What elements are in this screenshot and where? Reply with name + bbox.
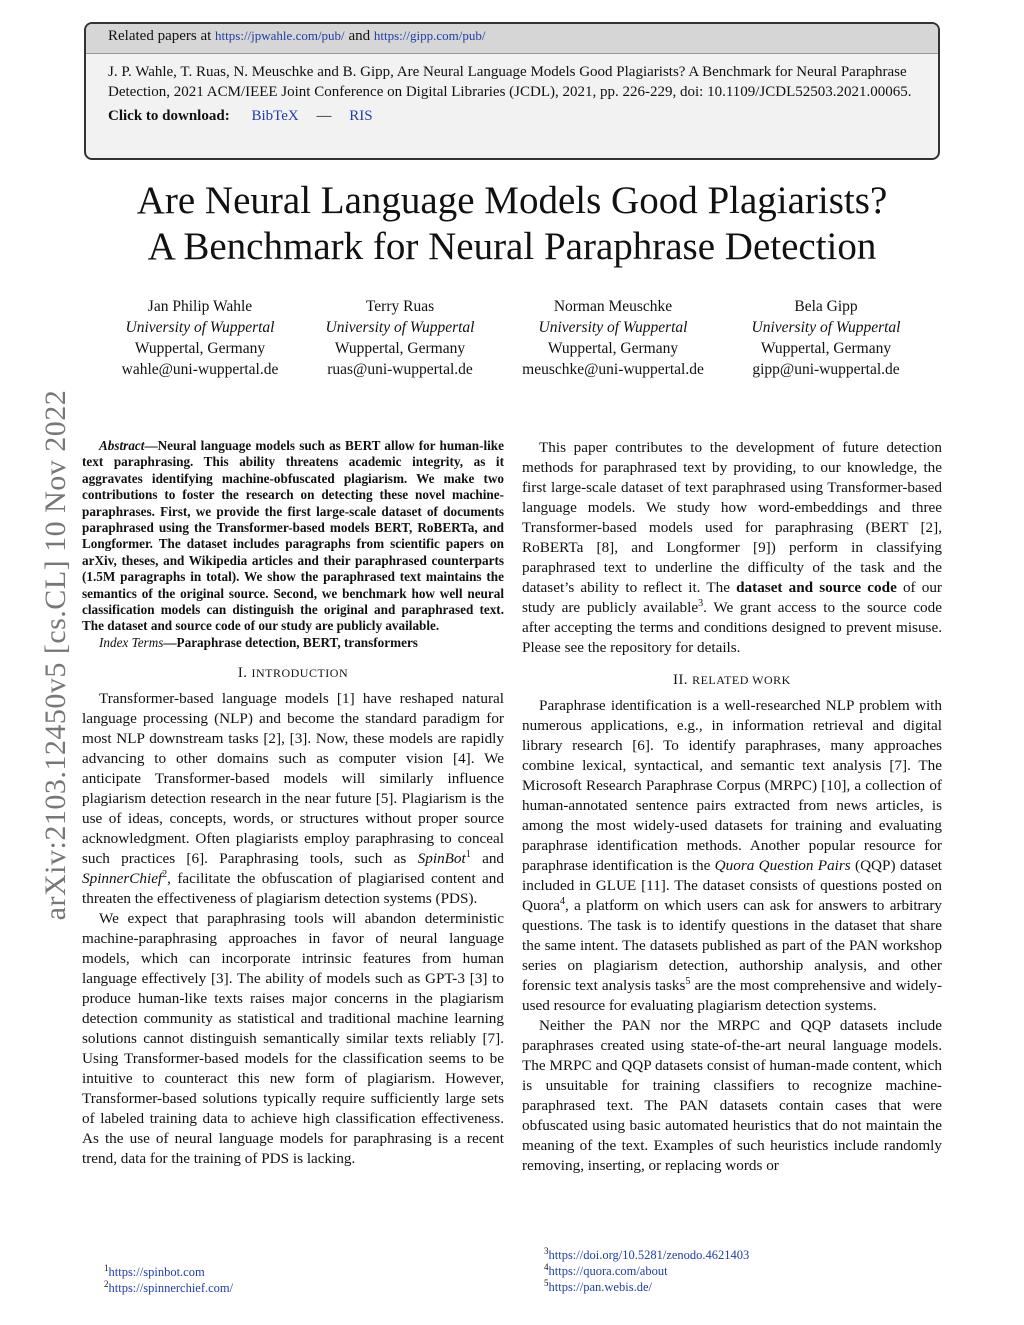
author-name: Terry Ruas xyxy=(365,298,435,315)
qqp-name: Quora Question Pairs xyxy=(714,857,851,874)
rw-text: Paraphrase identification is a well-researched NLP problem with numerous applications, e.g., in information retrieval and digital library research [6]. To identify paraphrases, many approaches combine lexical, syntactical, and semantic text analysis [7]. The Microsoft Research Paraphrase Corpus (MRPC) [10], a collection of human-annotated sentence pairs extracted from news articles, is among the most widely-used datasets for training and evaluating paraphrase identification methods. Another popular resource for paraphrase identification is the xyxy=(522,697,942,874)
section-heading-introduction xyxy=(82,663,504,683)
index-terms xyxy=(82,635,504,651)
author-card xyxy=(285,296,515,380)
footnote-link-pan[interactable]: https://pan.webis.de/ xyxy=(548,1280,652,1294)
footnote xyxy=(544,1263,749,1279)
related-and: and xyxy=(348,28,371,44)
related-papers-bar xyxy=(86,24,938,54)
footnotes-left xyxy=(104,1264,233,1296)
related-prefix: Related papers at xyxy=(108,28,212,44)
footnote xyxy=(544,1279,749,1295)
related-link-gipp[interactable]: https://gipp.com/pub/ xyxy=(373,28,486,43)
contribution-text: of our study are publicly available xyxy=(522,579,942,616)
footnote-mark: 2 xyxy=(162,869,168,881)
footnote-link-zenodo[interactable]: https://doi.org/10.5281/zenodo.4621403 xyxy=(548,1248,750,1262)
arxiv-stamp: arXiv:2103.12450v5 [cs.CL] 10 Nov 2022 xyxy=(39,389,72,921)
author-affiliation: University of Wuppertal xyxy=(125,319,275,336)
ris-link[interactable]: RIS xyxy=(349,108,373,124)
footnote-number: 4 xyxy=(544,1261,549,1272)
footnote-number: 2 xyxy=(104,1278,109,1289)
contribution-text: . We grant access to the source code after accepting the terms and conditions designed to prevent misuse. Please see the repository for details. xyxy=(522,599,942,656)
section-number: I. xyxy=(237,665,248,682)
download-label: Click to download: xyxy=(108,108,230,124)
download-separator: — xyxy=(316,108,332,124)
section-heading-related-work xyxy=(522,670,942,690)
related-work-paragraph-1 xyxy=(522,696,942,1016)
title-line-1: Are Neural Language Models Good Plagiarists? xyxy=(136,179,888,222)
related-work-paragraph-2: Neither the PAN nor the MRPC and QQP datasets include paraphrases created using state-of-the-art neural language models. The MRPC and QQP datasets consist of human-made content, which is unsuitable for training classifiers to recognize machine-paraphrased text. The PAN datasets contain cases that were obfuscated using basic automated heuristics that do not maintain the meaning of the text. Examples of such heuristics include randomly removing, inserting, or replacing words or xyxy=(522,1017,942,1174)
footnote-number: 1 xyxy=(104,1262,109,1273)
intro-and: and xyxy=(482,850,505,868)
author-affiliation: University of Wuppertal xyxy=(325,319,475,336)
author-card xyxy=(85,296,315,380)
footnote-number: 5 xyxy=(544,1277,549,1288)
citation-banner xyxy=(84,22,940,160)
section-title: RELATED WORK xyxy=(692,673,791,687)
author-location: Wuppertal, Germany xyxy=(134,340,266,357)
author-affiliation: University of Wuppertal xyxy=(751,319,901,336)
intro-paragraph-1 xyxy=(82,689,504,909)
abstract xyxy=(82,438,504,635)
index-terms-label: Index Terms xyxy=(99,634,164,650)
footnote-mark: 3 xyxy=(698,597,704,609)
title-line-2: A Benchmark for Neural Paraphrase Detection xyxy=(147,225,877,268)
contribution-paragraph xyxy=(522,438,942,658)
author-card xyxy=(498,296,728,380)
author-email[interactable]: ruas@uni-wuppertal.de xyxy=(327,361,473,378)
download-row xyxy=(86,102,938,125)
footnote-number: 3 xyxy=(544,1245,549,1256)
rw-text: (QQP) dataset included in GLUE [11]. The dataset consists of questions posted on Quora xyxy=(522,857,942,914)
footnote xyxy=(104,1280,233,1296)
paper-title xyxy=(0,178,1024,270)
author-location: Wuppertal, Germany xyxy=(760,340,892,357)
abstract-label: Abstract xyxy=(99,438,145,453)
intro-p1-text: Transformer-based language models [1] have reshaped natural language processing (NLP) and become the standard paradigm for most NLP downstream tasks [2], [3]. Now, these models are rapidly advancing to other domains such as computer vision [4]. We anticipate Transformer-based models will similarly influence plagiarism detection research in the near future [5]. Plagiarism is the use of ideas, concepts, words, or structures without proper source acknowledgment. Often plagiarists employ paraphrasing to conceal such practices [6]. Paraphrasing tools, such as xyxy=(82,690,504,868)
citation-text: J. P. Wahle, T. Ruas, N. Meuschke and B. Gipp, Are Neural Language Models Good Plagiarists? A Benchmark for Neural Paraphrase Detection, 2021 ACM/IEEE Joint Conference on Digital Libraries (JCDL), 2021, pp. 226-229, doi: 10.1109/JCDL52503.2021.00065. xyxy=(108,64,912,100)
spinnerchief-name: SpinnerChief xyxy=(82,870,163,888)
rw-text: are the most comprehensive and widely-used resource for evaluating plagiarism detection systems. xyxy=(522,977,943,1014)
author-name: Jan Philip Wahle xyxy=(147,298,253,315)
author-location: Wuppertal, Germany xyxy=(547,340,679,357)
footnote-link-spinbot[interactable]: https://spinbot.com xyxy=(108,1265,205,1279)
index-terms-text: —Paraphrase detection, BERT, transformers xyxy=(163,634,418,650)
section-number: II. xyxy=(673,672,688,688)
contribution-text: This paper contributes to the development of future detection methods for paraphrased text by providing, to our knowledge, the first large-scale dataset of text paraphrased using Transformer-based language models. We study how word-embeddings and three Transformer-based models used for paraphrasing (BERT [2], RoBERTa [8], and Longformer [9]) perform in classifying paraphrased text to underline the difficulty of the task and the dataset’s ability to reflect it. The xyxy=(522,439,942,596)
bibtex-link[interactable]: BibTeX xyxy=(251,108,299,124)
author-card xyxy=(711,296,941,380)
related-link-jpwahle[interactable]: https://jpwahle.com/pub/ xyxy=(215,28,345,43)
footnote-mark: 1 xyxy=(465,849,471,861)
footnote-link-spinnerchief[interactable]: https://spinnerchief.com/ xyxy=(108,1281,234,1295)
spinbot-name: SpinBot xyxy=(417,850,466,868)
author-email[interactable]: meuschke@uni-wuppertal.de xyxy=(522,361,704,378)
footnote-link-quora[interactable]: https://quora.com/about xyxy=(548,1264,668,1278)
author-email[interactable]: wahle@uni-wuppertal.de xyxy=(121,361,279,378)
section-title: INTRODUCTION xyxy=(251,666,349,681)
left-column xyxy=(82,438,504,1169)
rw-text: , a platform on which users can ask for answers to arbitrary questions. The task is to identify questions in the dataset that share the same intent. The datasets published as part of the PAN workshop series on plagiarism detection, authorship analysis, and other forensic text analysis tasks xyxy=(522,897,942,994)
author-name: Bela Gipp xyxy=(794,298,858,315)
intro-paragraph-2: We expect that paraphrasing tools will abandon deterministic machine-paraphrasing approaches in favor of neural language models, which can incorporate intrinsic features from human language effectively [3]. The ability of models such as GPT-3 [3] to produce human-like texts raises major concerns in the plagiarism detection community as statistical and traditional machine learning solutions cannot distinguish semantically similar texts reliably [7]. Using Transformer-based models for the classification seems to be intuitive to counteract this new form of plagiarism. However, Transformer-based solutions typically require sufficiently large sets of labeled training data to achieve high classification effectiveness. As the use of neural language models for paraphrasing is a recent trend, data for the training of PDS is lacking. xyxy=(82,910,504,1168)
abstract-text: —Neural language models such as BERT allow for human-like text paraphrasing. This ability threatens academic integrity, as it aggravates identifying machine-obfuscated plagiarism. We make two contributions to foster the research on detecting these novel machine-paraphrases. First, we provide the first large-scale dataset of documents paraphrased using the Transformer-based models BERT, RoBERTa, and Longformer. The dataset includes paragraphs from scientific papers on arXiv, theses, and Wikipedia articles and their paraphrased counterparts (1.5M paragraphs in total). We show the paraphrased text maintains the semantics of the original source. Second, we benchmark how well neural classification models can distinguish the original and paraphrased text. The dataset and source code of our study are publicly available. xyxy=(82,438,504,634)
footnote xyxy=(104,1264,233,1280)
author-name: Norman Meuschke xyxy=(553,298,673,315)
footnote-mark: 5 xyxy=(685,975,691,987)
footnotes-right xyxy=(544,1247,749,1295)
footnote-mark: 4 xyxy=(559,895,565,907)
dataset-bold: dataset and source code xyxy=(736,579,897,596)
author-email[interactable]: gipp@uni-wuppertal.de xyxy=(752,361,900,378)
author-location: Wuppertal, Germany xyxy=(334,340,466,357)
right-column xyxy=(522,438,942,1176)
intro-p1-end: , facilitate the obfuscation of plagiarised content and threaten the effectiveness of plagiarism detection systems (PDS). xyxy=(82,870,504,908)
footnote xyxy=(544,1247,749,1263)
author-affiliation: University of Wuppertal xyxy=(538,319,688,336)
